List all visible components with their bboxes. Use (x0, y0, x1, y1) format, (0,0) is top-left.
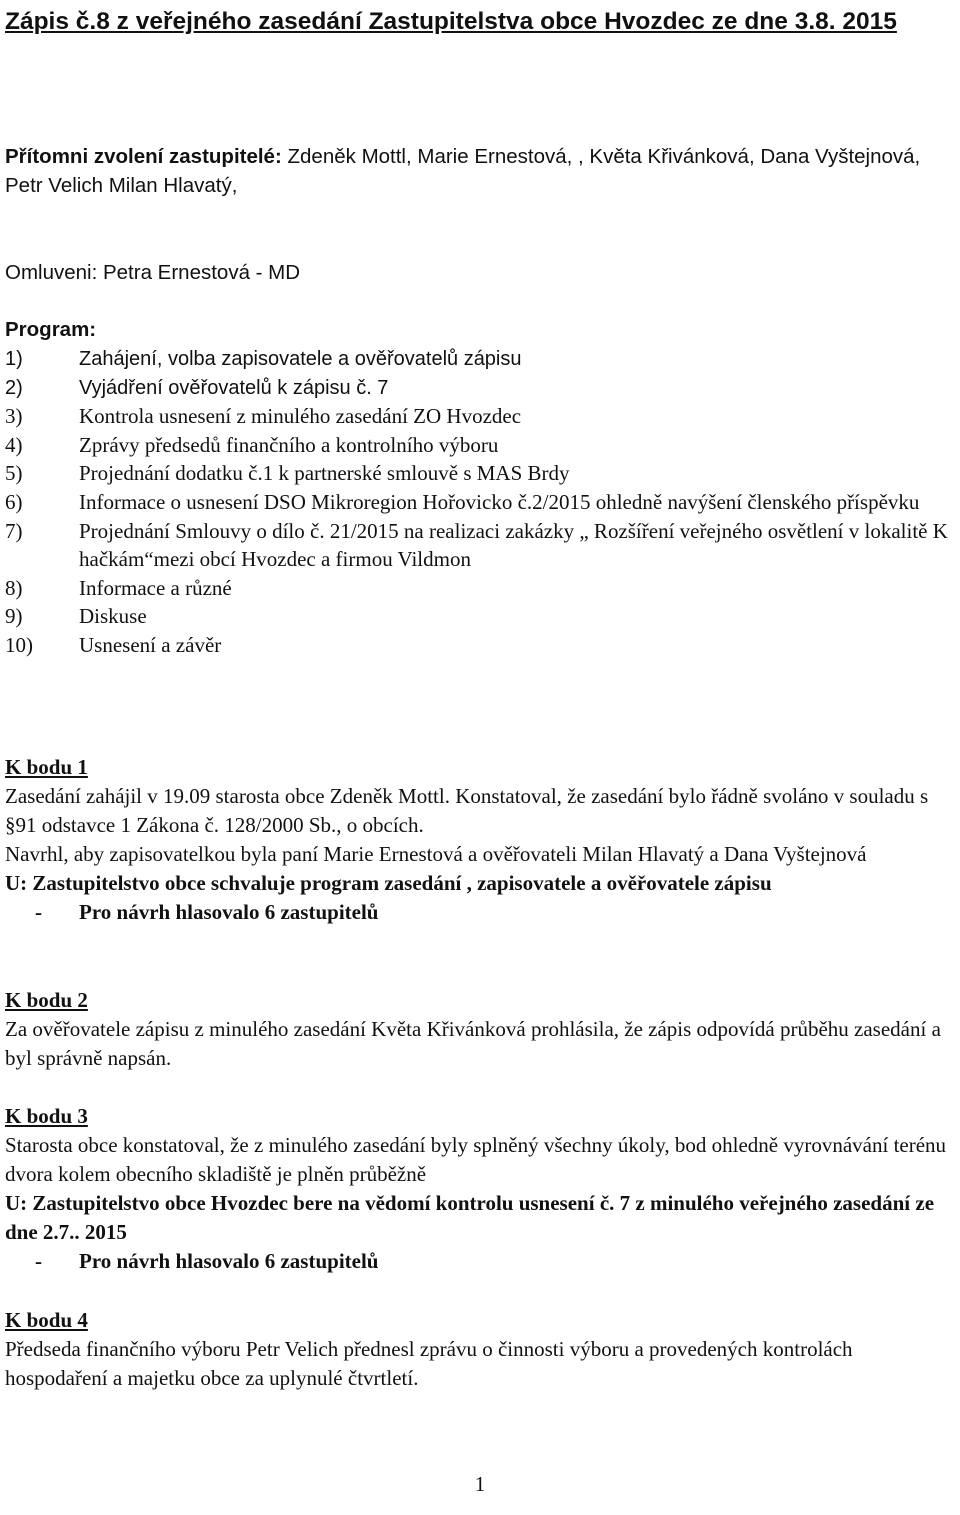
section-heading: K bodu 4 (5, 1308, 88, 1332)
vote-result: - Pro návrh hlasovalo 6 zastupitelů (35, 900, 379, 924)
agenda-item: 10) Usnesení a závěr (5, 632, 222, 657)
agenda-item: 2) Vyjádření ověřovatelů k zápisu č. 7 (5, 376, 389, 399)
agenda-item: 8) Informace a různé (5, 575, 232, 600)
section-k-bodu-4 (5, 1306, 955, 1393)
present-members (5, 142, 955, 200)
agenda-item: 3) Kontrola usnesení z minulého zasedání ZO Hvozdec (5, 404, 522, 429)
section-paragraph: Navrhl, aby zapisovatelkou byla paní Marie Ernestová a ověřovateli Milan Hlavatý a Dana Vyštejnová (5, 842, 867, 866)
document-title: Zápis č.8 z veřejného zasedání Zastupitelstva obce Hvozdec ze dne 3.8. 2015 (5, 8, 897, 35)
section-k-bodu-3 (5, 1102, 955, 1276)
present-names: Zdeněk Mottl, Marie Ernestová, , Květa Křivánková, Dana Vyštejnová, Petr Velich Milan Hlavatý, (5, 145, 921, 197)
section-heading: K bodu 3 (5, 1104, 88, 1128)
resolution: U: Zastupitelstvo obce schvaluje program zasedání , zapisovatele a ověřovatele zápisu (5, 871, 772, 895)
agenda-list (5, 345, 955, 660)
agenda-item: 4) Zprávy předsedů finančního a kontrolního výboru (5, 432, 499, 457)
agenda-item: 9) Diskuse (5, 604, 147, 629)
vote-result: - Pro návrh hlasovalo 6 zastupitelů (35, 1249, 379, 1273)
section-paragraph: Předseda finančního výboru Petr Velich přednesl zprávu o činnosti výboru a provedených kontrolách hospodaření a majetku obce za uplynulé čtvrtletí. (5, 1337, 853, 1390)
agenda-item: 5) Projednání dodatku č.1 k partnerské smlouvě s MAS Brdy (5, 461, 570, 486)
page-number: 1 (474, 1472, 486, 1496)
section-k-bodu-2 (5, 986, 955, 1073)
agenda-item: 7) Projednání Smlouvy o dílo č. 21/2015 na realizaci zakázky „ Rozšíření veřejného osvětlení v lokalitě K hačkám“mezi obcí Hvozdec a firmou Vildmon (5, 518, 948, 572)
agenda-item: 1) Zahájení, volba zapisovatele a ověřovatelů zápisu (5, 348, 522, 370)
section-heading: K bodu 1 (5, 755, 88, 779)
agenda-item: 6) Informace o usnesení DSO Mikroregion Hořovicko č.2/2015 ohledně navýšení členského příspěvku (5, 489, 920, 514)
excused-members: Omluveni: Petra Ernestová - MD (5, 261, 301, 284)
program-label: Program: (5, 318, 97, 341)
section-paragraph: Za ověřovatele zápisu z minulého zasedání Květa Křivánková prohlásila, že zápis odpovídá průběhu zasedání a byl správně napsán. (5, 1017, 941, 1070)
section-k-bodu-1 (5, 753, 955, 927)
section-heading: K bodu 2 (5, 988, 88, 1012)
present-label: Přítomni zvolení zastupitelé: (5, 145, 282, 168)
section-paragraph: Zasedání zahájil v 19.09 starosta obce Zdeněk Mottl. Konstatoval, že zasedání bylo řádně svoláno v souladu s §91 odstavce 1 Zákona č. 128/2000 Sb., o obcích. (5, 784, 929, 837)
section-paragraph: Starosta obce konstatoval, že z minulého zasedání byly splněný všechny úkoly, bod ohledně vyrovnávání terénu dvora kolem obecního skladiště je plněn průběžně (5, 1133, 947, 1186)
resolution: U: Zastupitelstvo obce Hvozdec bere na vědomí kontrolu usnesení č. 7 z minulého veřejného zasedání ze dne 2.7.. 2015 (5, 1191, 935, 1244)
